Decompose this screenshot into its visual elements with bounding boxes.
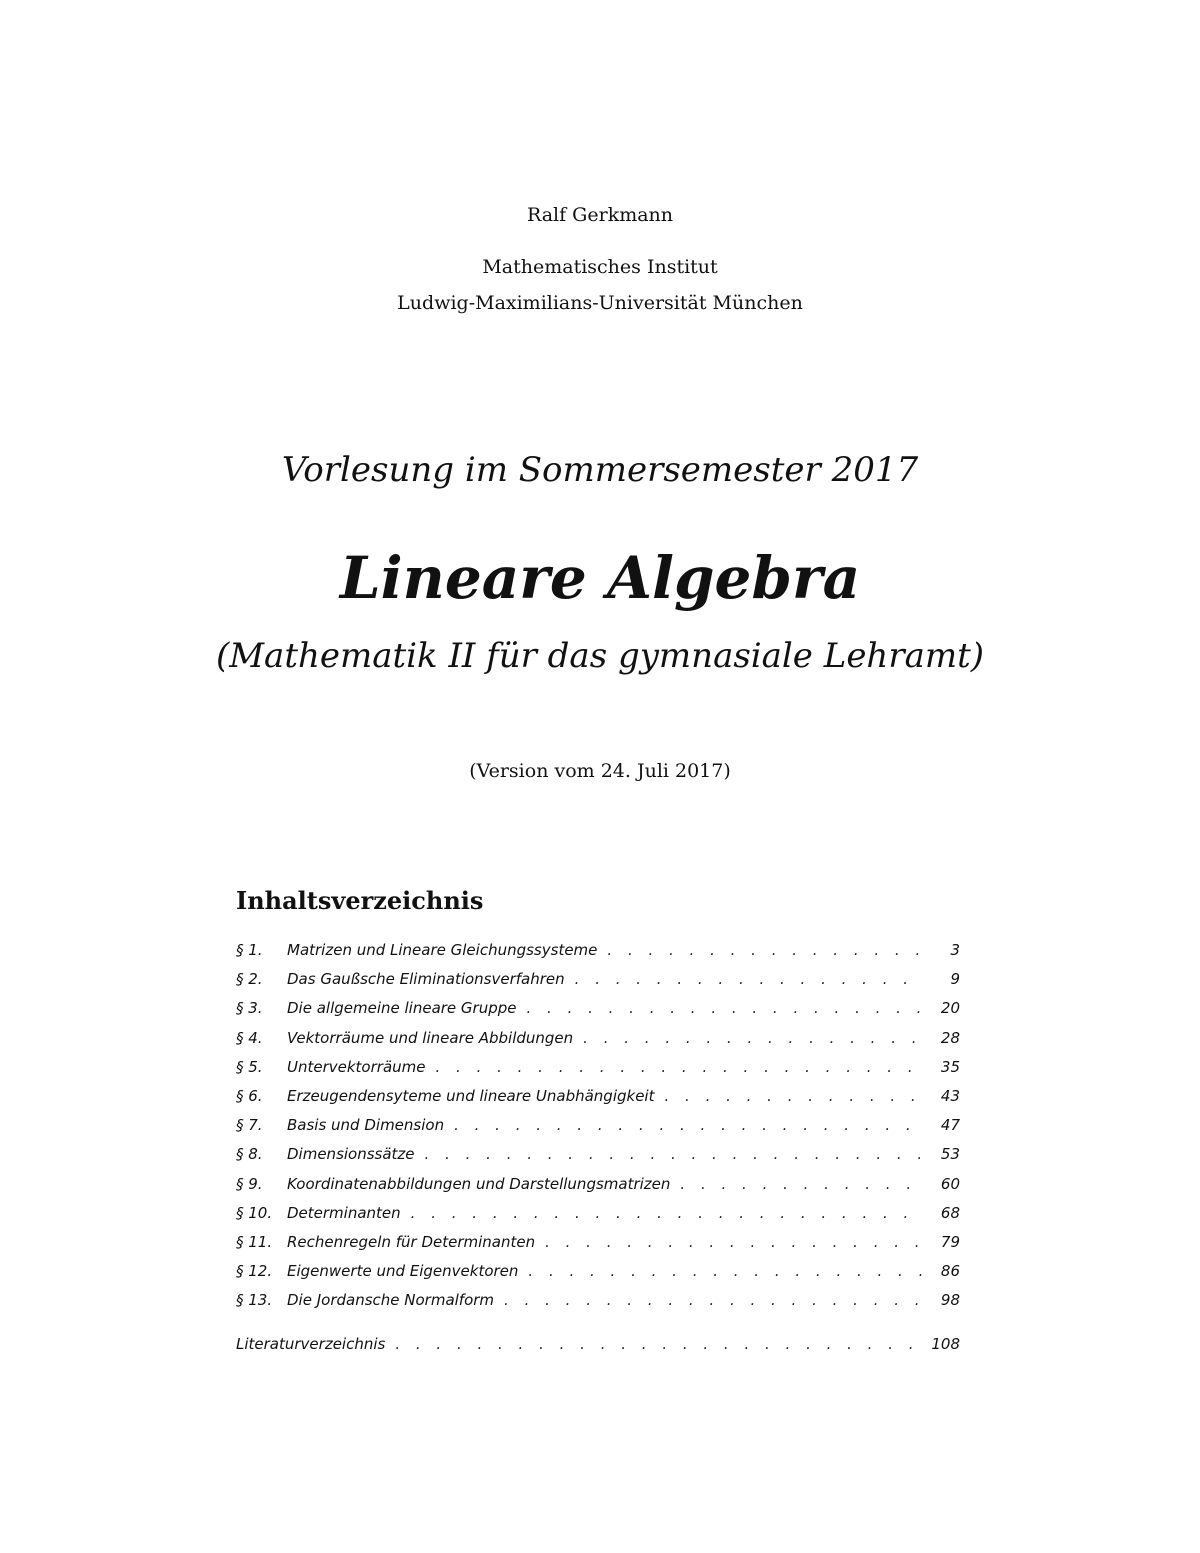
toc-leader-dots	[680, 1170, 922, 1199]
author-name: Ralf Gerkmann	[526, 204, 674, 226]
toc-entry-page: 3	[950, 941, 960, 959]
toc-entry-number: § 5.	[236, 1057, 263, 1076]
table-of-contents	[236, 936, 960, 1315]
toc-entry-literature[interactable]	[236, 1330, 960, 1359]
toc-entry-title: Die Jordansche Normalform	[287, 1291, 495, 1310]
toc-entry[interactable]	[236, 1199, 960, 1228]
toc-leader-dots	[504, 1286, 922, 1315]
version-date: (Version vom 24. Juli 2017)	[469, 760, 731, 782]
toc-entry[interactable]	[236, 965, 960, 994]
toc-entry-page: 86	[940, 1262, 960, 1281]
toc-entry[interactable]	[236, 1053, 960, 1082]
toc-entry[interactable]	[236, 1024, 960, 1053]
document-subtitle: (Mathematik II für das gymnasiale Lehramt)	[215, 636, 985, 676]
toc-entry-page: 43	[940, 1086, 960, 1105]
toc-entry-page: 35	[940, 1057, 960, 1076]
toc-entry-page: 47	[940, 1116, 960, 1135]
lecture-term: Vorlesung im Sommersemester 2017	[281, 450, 919, 490]
toc-entry-page: 20	[940, 999, 960, 1018]
toc-entry[interactable]	[236, 936, 960, 965]
toc-leader-dots	[436, 1053, 923, 1082]
toc-entry-number: § 11.	[236, 1232, 273, 1251]
toc-entry-number: § 7.	[236, 1116, 263, 1135]
toc-entry-page: 79	[940, 1232, 960, 1251]
toc-literature-page: 108	[931, 1335, 960, 1353]
toc-entry[interactable]	[236, 1082, 960, 1111]
toc-entry[interactable]	[236, 994, 960, 1023]
toc-entry-number: § 1.	[236, 941, 263, 959]
toc-entry-number: § 10.	[236, 1203, 273, 1222]
toc-entry-page: 28	[940, 1028, 960, 1047]
toc-entry[interactable]	[236, 1228, 960, 1257]
toc-leader-dots	[665, 1082, 923, 1111]
toc-entry-page: 98	[940, 1291, 960, 1310]
toc-entry[interactable]	[236, 1286, 960, 1315]
toc-entry[interactable]	[236, 1170, 960, 1199]
toc-heading: Inhaltsverzeichnis	[236, 886, 484, 915]
toc-leader-dots	[454, 1111, 922, 1140]
toc-leader-dots	[411, 1199, 922, 1228]
toc-entry-title: Untervektorräume	[287, 1057, 426, 1076]
toc-entry-title: Dimensionssätze	[287, 1145, 415, 1164]
toc-literature-title: Literaturverzeichnis	[236, 1335, 386, 1353]
document-title: Lineare Algebra	[339, 544, 861, 612]
toc-entry[interactable]	[236, 1111, 960, 1140]
toc-leader-dots	[545, 1228, 922, 1257]
toc-entry-page: 68	[940, 1203, 960, 1222]
toc-entry-title: Basis und Dimension	[287, 1116, 445, 1135]
toc-entry-title: Das Gaußsche Eliminationsverfahren	[287, 970, 565, 989]
toc-entry-number: § 9.	[236, 1174, 263, 1193]
toc-entry-number: § 4.	[236, 1028, 263, 1047]
toc-entry-number: § 6.	[236, 1086, 263, 1105]
toc-leader-dots	[607, 936, 922, 965]
toc-leader-dots	[575, 965, 922, 994]
toc-entry-page: 53	[940, 1145, 960, 1164]
toc-entry-title: Koordinatenabbildungen und Darstellungsmatrizen	[287, 1174, 671, 1193]
toc-entry-title: Matrizen und Lineare Gleichungssysteme	[287, 941, 598, 959]
toc-entry-title: Eigenwerte und Eigenvektoren	[287, 1262, 519, 1281]
toc-leader-dots	[528, 1257, 922, 1286]
institute-name: Mathematisches Institut	[482, 256, 718, 278]
toc-entry-page: 60	[940, 1174, 960, 1193]
toc-entry-title: Determinanten	[287, 1203, 401, 1222]
toc-entry-number: § 13.	[236, 1291, 273, 1310]
toc-entry-title: Erzeugendensyteme und lineare Unabhängigkeit	[287, 1086, 655, 1105]
toc-entry-title: Rechenregeln für Determinanten	[287, 1232, 536, 1251]
toc-entry-title: Vektorräume und lineare Abbildungen	[287, 1028, 574, 1047]
toc-entry-number: § 8.	[236, 1145, 263, 1164]
toc-entry-number: § 3.	[236, 999, 263, 1018]
toc-leader-dots	[527, 994, 923, 1023]
toc-entry-page: 9	[950, 970, 960, 989]
toc-entry[interactable]	[236, 1257, 960, 1286]
university-name: Ludwig-Maximilians-Universität München	[397, 292, 803, 314]
toc-leader-dots	[395, 1330, 922, 1359]
toc-entry[interactable]	[236, 1140, 960, 1169]
toc-entry-number: § 12.	[236, 1262, 273, 1281]
toc-leader-dots	[425, 1140, 922, 1169]
toc-entry-title: Die allgemeine lineare Gruppe	[287, 999, 517, 1018]
toc-literature	[236, 1330, 960, 1359]
toc-leader-dots	[583, 1024, 922, 1053]
toc-entry-number: § 2.	[236, 970, 263, 989]
